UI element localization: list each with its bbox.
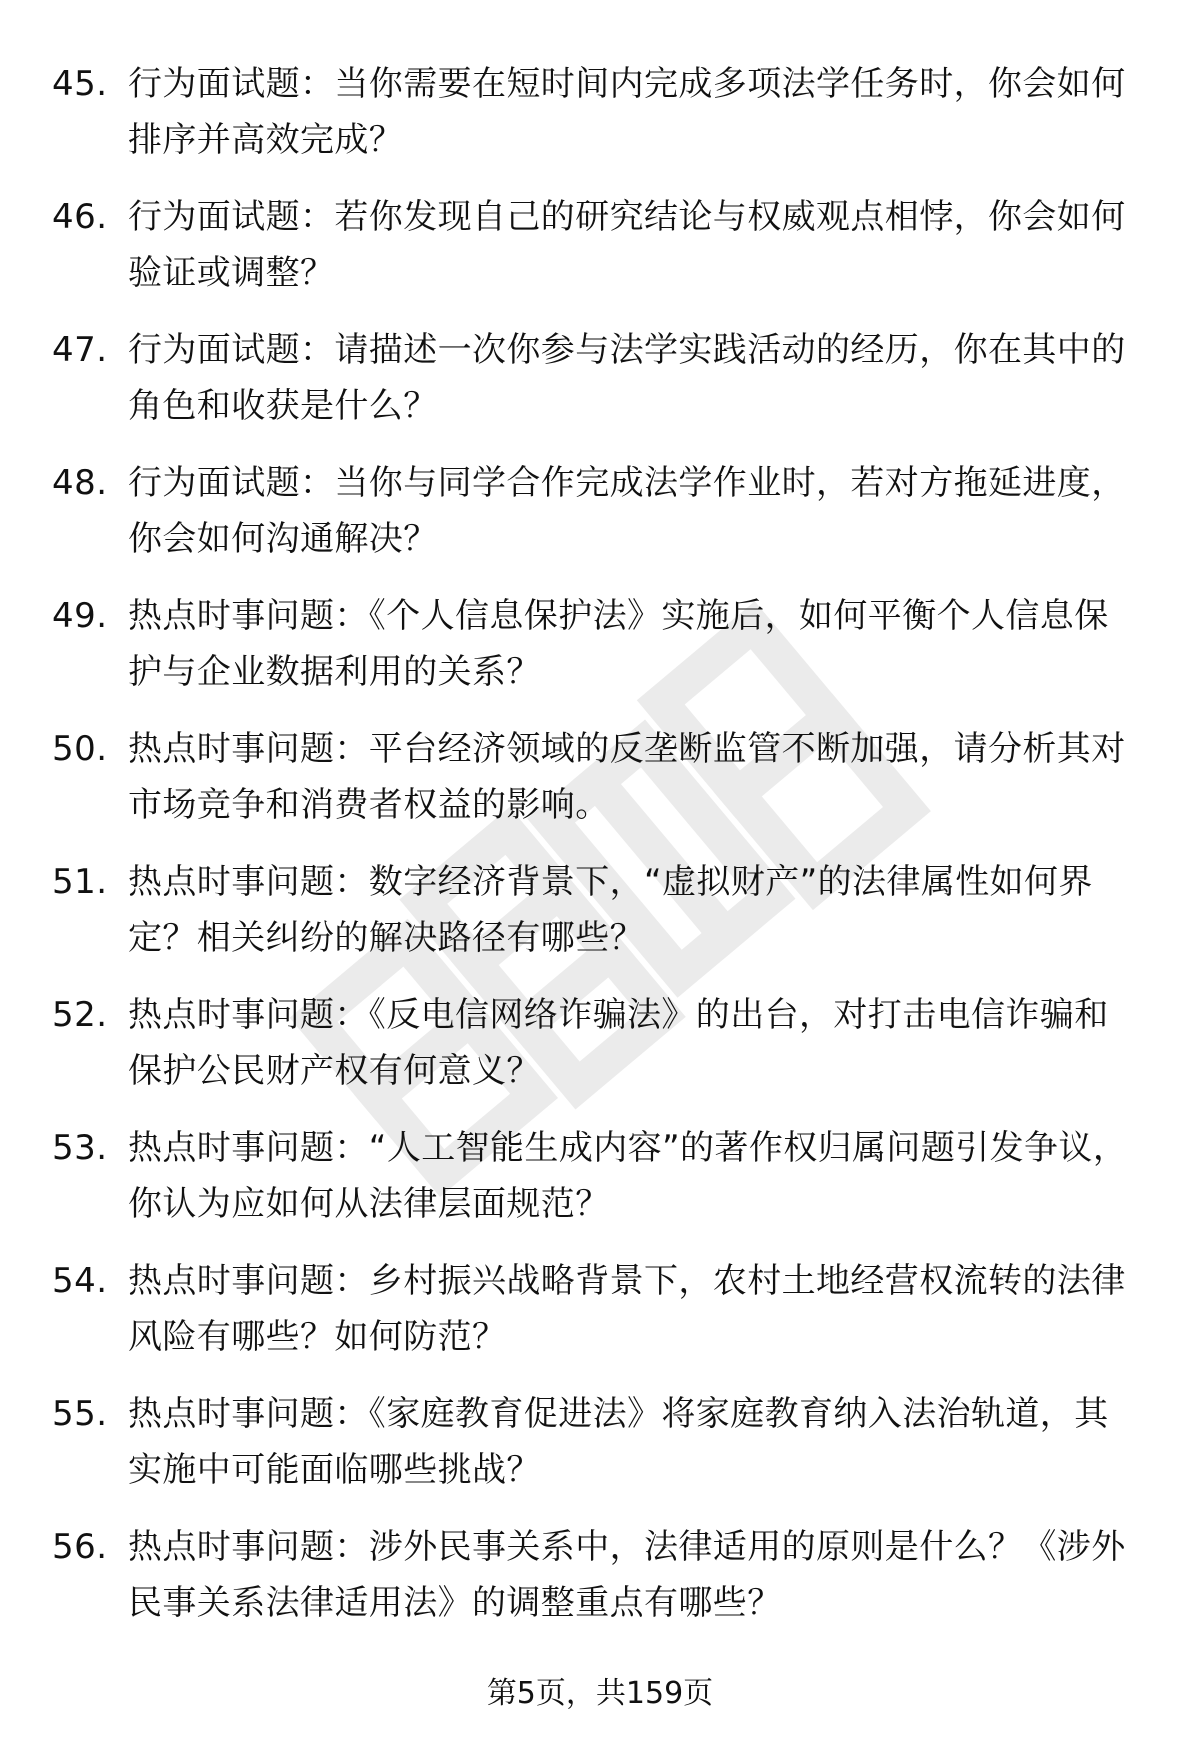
question-text: 热点时事问题：平台经济领域的反垄断监管不断加强，请分析其对市场竞争和消费者权益的影响。 xyxy=(128,729,1126,825)
question-text: 行为面试题：当你需要在短时间内完成多项法学任务时，你会如何排序并高效完成？ xyxy=(128,64,1126,160)
question-number: 55. xyxy=(52,1394,108,1434)
question-item xyxy=(0,455,1200,588)
question-list xyxy=(0,56,1200,1652)
question-item xyxy=(0,721,1200,854)
question-item xyxy=(0,588,1200,721)
question-number: 50. xyxy=(52,729,108,769)
question-item xyxy=(0,1519,1200,1652)
question-number: 46. xyxy=(52,197,108,237)
question-item xyxy=(0,987,1200,1120)
question-text: 热点时事问题：《家庭教育促进法》将家庭教育纳入法治轨道，其实施中可能面临哪些挑战？ xyxy=(128,1394,1109,1490)
page-number-footer: 第5页，共159页 xyxy=(486,1676,714,1711)
question-item xyxy=(0,1386,1200,1519)
question-item xyxy=(0,1120,1200,1253)
question-text: 热点时事问题：乡村振兴战略背景下，农村土地经营权流转的法律风险有哪些？如何防范？ xyxy=(128,1261,1126,1357)
question-number: 53. xyxy=(52,1128,108,1168)
question-text: 热点时事问题：“人工智能生成内容”的著作权归属问题引发争议，你认为应如何从法律层面规范？ xyxy=(128,1128,1128,1224)
question-number: 49. xyxy=(52,596,108,636)
question-number: 56. xyxy=(52,1527,108,1567)
question-text: 热点时事问题：涉外民事关系中，法律适用的原则是什么？《涉外民事关系法律适用法》的调整重点有哪些？ xyxy=(128,1527,1126,1623)
question-text: 行为面试题：请描述一次你参与法学实践活动的经历，你在其中的角色和收获是什么？ xyxy=(128,330,1126,426)
question-item xyxy=(0,322,1200,455)
question-item xyxy=(0,56,1200,189)
question-number: 47. xyxy=(52,330,108,370)
question-text: 行为面试题：若你发现自己的研究结论与权威观点相悖，你会如何验证或调整？ xyxy=(128,197,1126,293)
question-text: 热点时事问题：《个人信息保护法》实施后，如何平衡个人信息保护与企业数据利用的关系？ xyxy=(128,596,1109,692)
question-text: 热点时事问题：数字经济背景下，“虚拟财产”的法律属性如何界定？相关纠纷的解决路径有哪些？ xyxy=(128,862,1093,958)
question-item xyxy=(0,1253,1200,1386)
question-number: 45. xyxy=(52,64,108,104)
question-text: 行为面试题：当你与同学合作完成法学作业时，若对方拖延进度，你会如何沟通解决？ xyxy=(128,463,1126,559)
question-number: 54. xyxy=(52,1261,108,1301)
question-number: 51. xyxy=(52,862,108,902)
question-number: 48. xyxy=(52,463,108,503)
question-text: 热点时事问题：《反电信网络诈骗法》的出台，对打击电信诈骗和保护公民财产权有何意义？ xyxy=(128,995,1109,1091)
question-number: 52. xyxy=(52,995,108,1035)
question-item xyxy=(0,854,1200,987)
question-item xyxy=(0,189,1200,322)
